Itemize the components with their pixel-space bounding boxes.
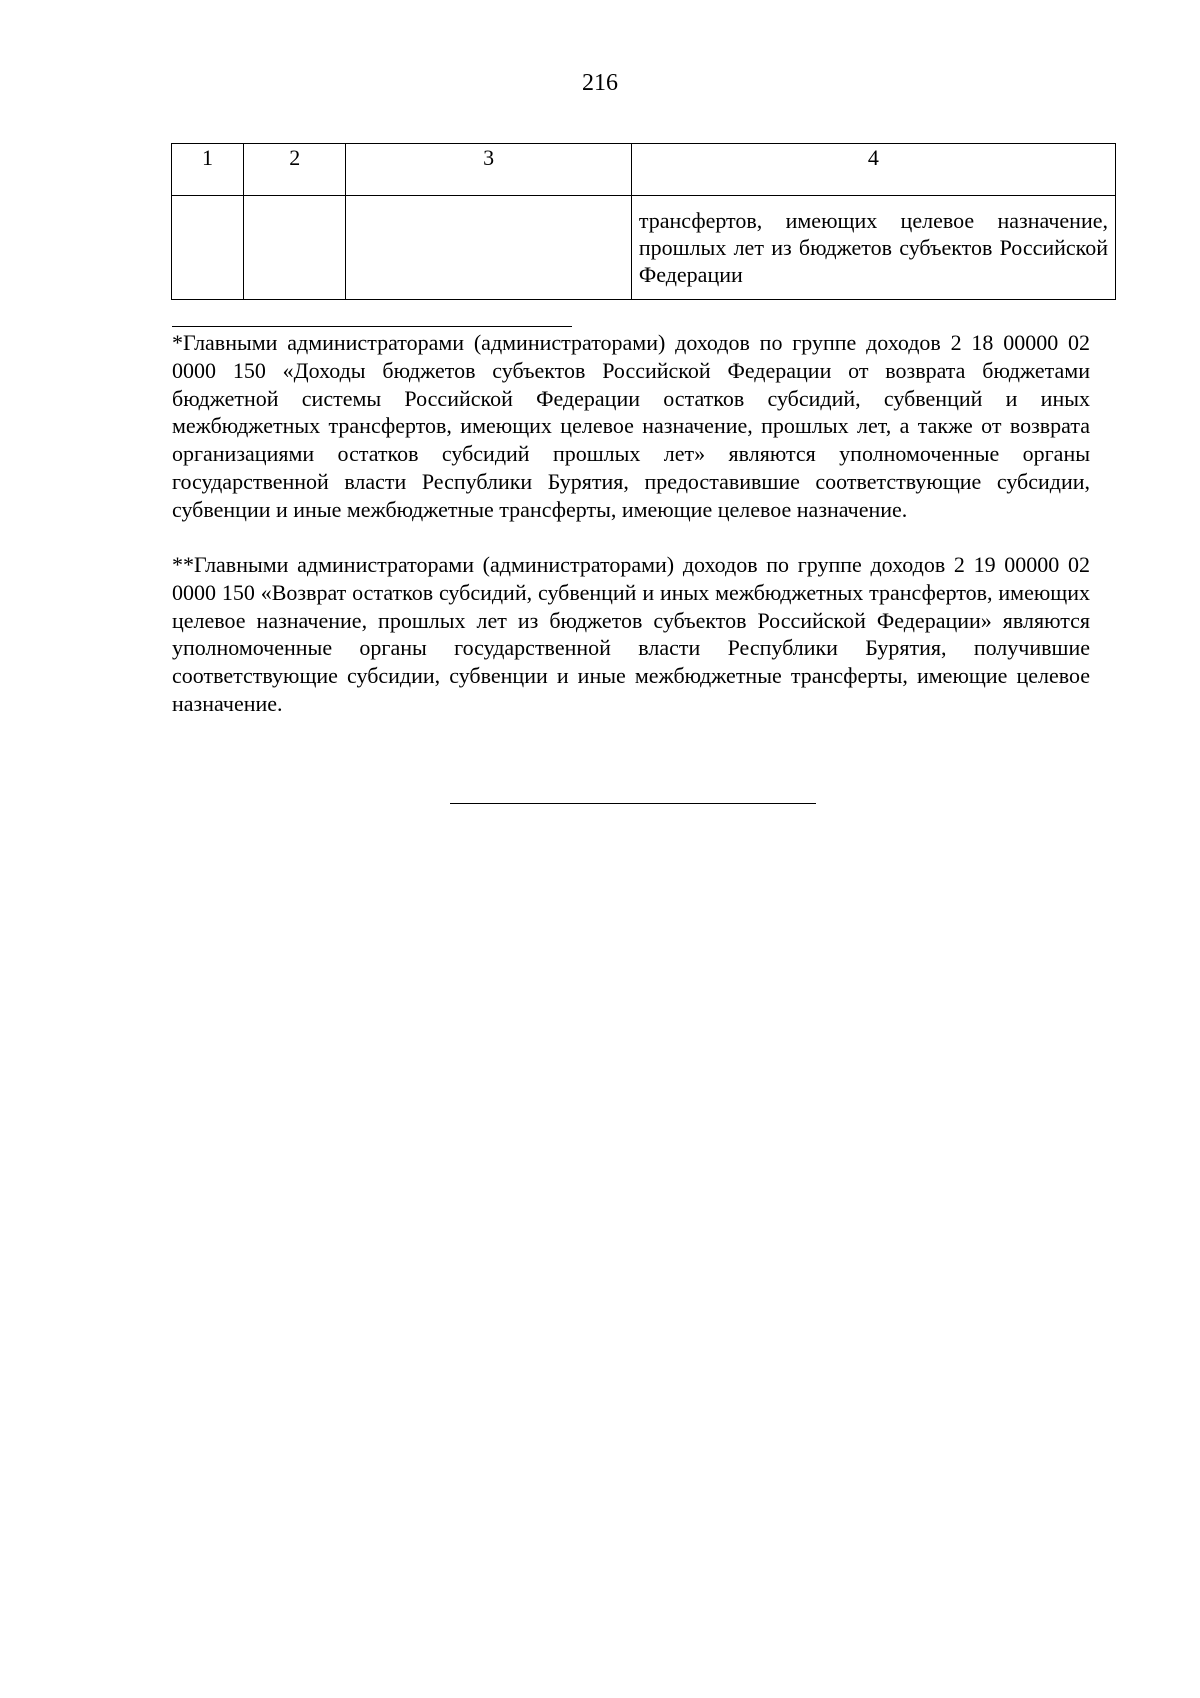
table-cell-text: трансфертов, имеющих целевое назначение, прошлых лет из бюджетов субъектов Российской Федерации [638, 208, 1108, 287]
table-header-row [172, 144, 1116, 196]
footnote-1: *Главными администраторами (администраторами) доходов по группе доходов 2 18 00000 02 0000 150 «Доходы бюджетов субъектов Российской Федерации от возврата бюджетами бюджетной системы Российской Федерации остатков субсидий, субвенций и иных межбюджетных трансфертов, имеющих целевое назначение, прошлых лет, а также от возврата организациями остатков субсидий прошлых лет» являются уполномоченные органы государственной власти Республики Бурятия, предоставившие соответствующие субсидии, субвенции и иные межбюджетные трансферты, имеющие целевое назначение. [172, 330, 1090, 522]
table-header-cell: 3 [346, 144, 631, 196]
table-header-cell: 2 [244, 144, 346, 196]
table-cell [631, 196, 1115, 300]
footnote-2: **Главными администраторами (администраторами) доходов по группе доходов 2 19 00000 02 0000 150 «Возврат остатков субсидий, субвенций и иных межбюджетных трансфертов, имеющих целевое назначение, прошлых лет из бюджетов субъектов Российской Федерации» являются уполномоченные органы государственной власти Республики Бурятия, получившие соответствующие субсидии, субвенции и иные межбюджетные трансферты, имеющие целевое назначение. [172, 552, 1090, 716]
table-cell [244, 196, 346, 300]
table-cell [346, 196, 631, 300]
end-separator [450, 803, 816, 804]
table-cell [172, 196, 244, 300]
footnote-separator [172, 326, 572, 327]
revenue-table [171, 143, 1116, 300]
table-row [172, 196, 1116, 300]
table-header-cell: 4 [631, 144, 1115, 196]
page-number: 216 [582, 70, 618, 96]
table-header-cell: 1 [172, 144, 244, 196]
